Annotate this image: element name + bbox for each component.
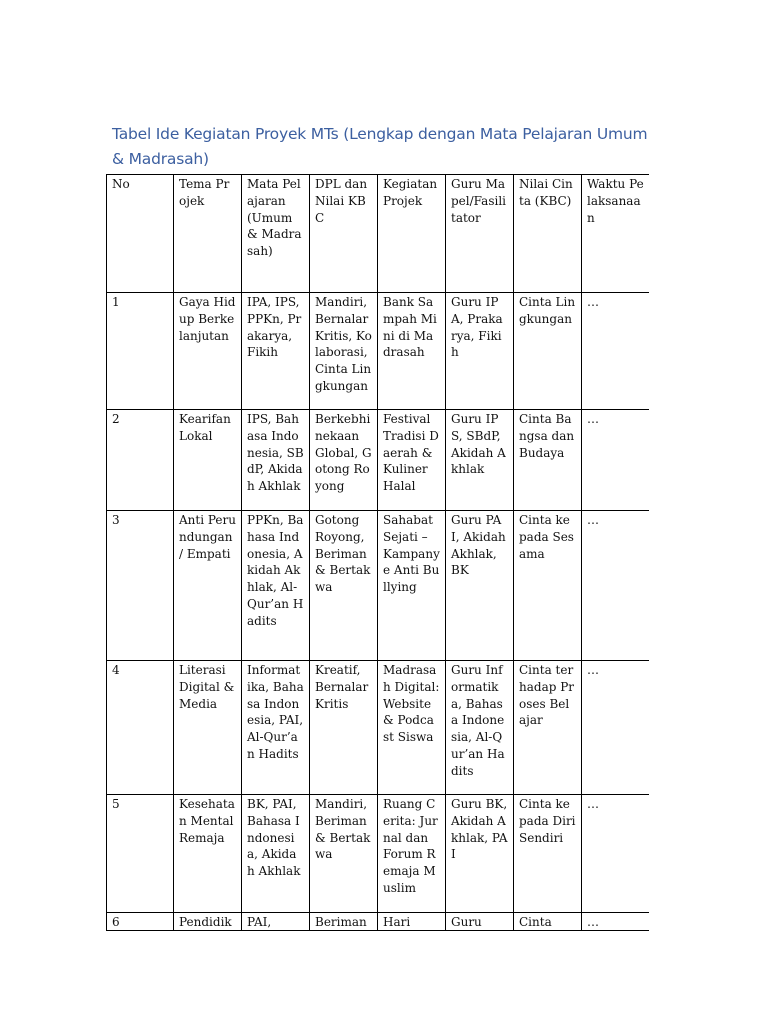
table-cell: Guru IPA, Prakarya, Fikih — [446, 293, 514, 410]
table-cell: Gaya Hidup Berkelanjutan — [174, 293, 242, 410]
table-cell: Festival Tradisi Daerah & Kuliner Halal — [378, 410, 446, 511]
header-cell: No — [107, 175, 174, 293]
table-cell: Cinta kepada Diri Sendiri — [514, 795, 582, 913]
header-cell: DPL dan Nilai KBC — [310, 175, 378, 293]
table-cell: BK, PAI, Bahasa Indonesia, Akidah Akhlak — [242, 795, 310, 913]
table-row — [107, 661, 650, 795]
table-cell: PAI, — [242, 913, 310, 932]
table-cell: … — [582, 661, 650, 795]
table-cell: Cinta terhadap Proses Belajar — [514, 661, 582, 795]
table-cell: Guru BK, Akidah Akhlak, PAI — [446, 795, 514, 913]
table-cell: Cinta — [514, 913, 582, 932]
header-cell: Guru Mapel/Fasilitator — [446, 175, 514, 293]
table-cell: Mandiri, Beriman & Bertakwa — [310, 795, 378, 913]
table-cell: … — [582, 293, 650, 410]
table-cell: Kearifan Lokal — [174, 410, 242, 511]
table-row — [107, 913, 650, 932]
table-row — [107, 795, 650, 913]
table-cell: 4 — [107, 661, 174, 795]
table-cell: Guru IPS, SBdP, Akidah Akhlak — [446, 410, 514, 511]
table-row — [107, 511, 650, 661]
project-table-container — [106, 174, 649, 931]
table-cell: Guru Informatika, Bahasa Indonesia, Al-Qur’an Hadits — [446, 661, 514, 795]
table-cell: Sahabat Sejati – Kampanye Anti Bullying — [378, 511, 446, 661]
table-cell: 1 — [107, 293, 174, 410]
table-cell: Hari — [378, 913, 446, 932]
table-cell: 3 — [107, 511, 174, 661]
table-cell: … — [582, 410, 650, 511]
table-cell: IPA, IPS, PPKn, Prakarya, Fikih — [242, 293, 310, 410]
document-title: Tabel Ide Kegiatan Proyek MTs (Lengkap dengan Mata Pelajaran Umum & Madrasah) — [112, 125, 648, 168]
header-cell: Nilai Cinta (KBC) — [514, 175, 582, 293]
table-cell: Pendidik — [174, 913, 242, 932]
table-cell: Cinta kepada Sesama — [514, 511, 582, 661]
table-cell: Cinta Bangsa dan Budaya — [514, 410, 582, 511]
table-cell: Informatika, Bahasa Indonesia, PAI, Al-Qur’an Hadits — [242, 661, 310, 795]
table-cell: Cinta Lingkungan — [514, 293, 582, 410]
header-cell: Waktu Pelaksanaan — [582, 175, 650, 293]
table-cell: IPS, Bahasa Indonesia, SBdP, Akidah Akhlak — [242, 410, 310, 511]
table-cell: Berkebhinekaan Global, Gotong Royong — [310, 410, 378, 511]
table-cell: 5 — [107, 795, 174, 913]
table-cell: Beriman — [310, 913, 378, 932]
header-cell: Mata Pelajaran (Umum & Madrasah) — [242, 175, 310, 293]
table-cell: Bank Sampah Mini di Madrasah — [378, 293, 446, 410]
table-header-row — [107, 175, 650, 293]
table-cell: … — [582, 913, 650, 932]
table-cell: Madrasah Digital: Website & Podcast Siswa — [378, 661, 446, 795]
project-table — [106, 174, 649, 931]
table-cell: Mandiri, Bernalar Kritis, Kolaborasi, Cinta Lingkungan — [310, 293, 378, 410]
table-cell: Guru PAI, Akidah Akhlak, BK — [446, 511, 514, 661]
table-cell: Kesehatan Mental Remaja — [174, 795, 242, 913]
table-cell: Anti Perundungan / Empati — [174, 511, 242, 661]
table-row — [107, 410, 650, 511]
table-cell: 2 — [107, 410, 174, 511]
table-cell: Ruang Cerita: Jurnal dan Forum Remaja Muslim — [378, 795, 446, 913]
table-cell: PPKn, Bahasa Indonesia, Akidah Akhlak, Al-Qur’an Hadits — [242, 511, 310, 661]
header-cell: Tema Projek — [174, 175, 242, 293]
table-cell: Guru — [446, 913, 514, 932]
table-cell: … — [582, 795, 650, 913]
header-cell: Kegiatan Projek — [378, 175, 446, 293]
table-cell: Gotong Royong, Beriman & Bertakwa — [310, 511, 378, 661]
table-cell: Literasi Digital & Media — [174, 661, 242, 795]
table-cell: Kreatif, Bernalar Kritis — [310, 661, 378, 795]
table-row — [107, 293, 650, 410]
table-cell: … — [582, 511, 650, 661]
table-cell: 6 — [107, 913, 174, 932]
